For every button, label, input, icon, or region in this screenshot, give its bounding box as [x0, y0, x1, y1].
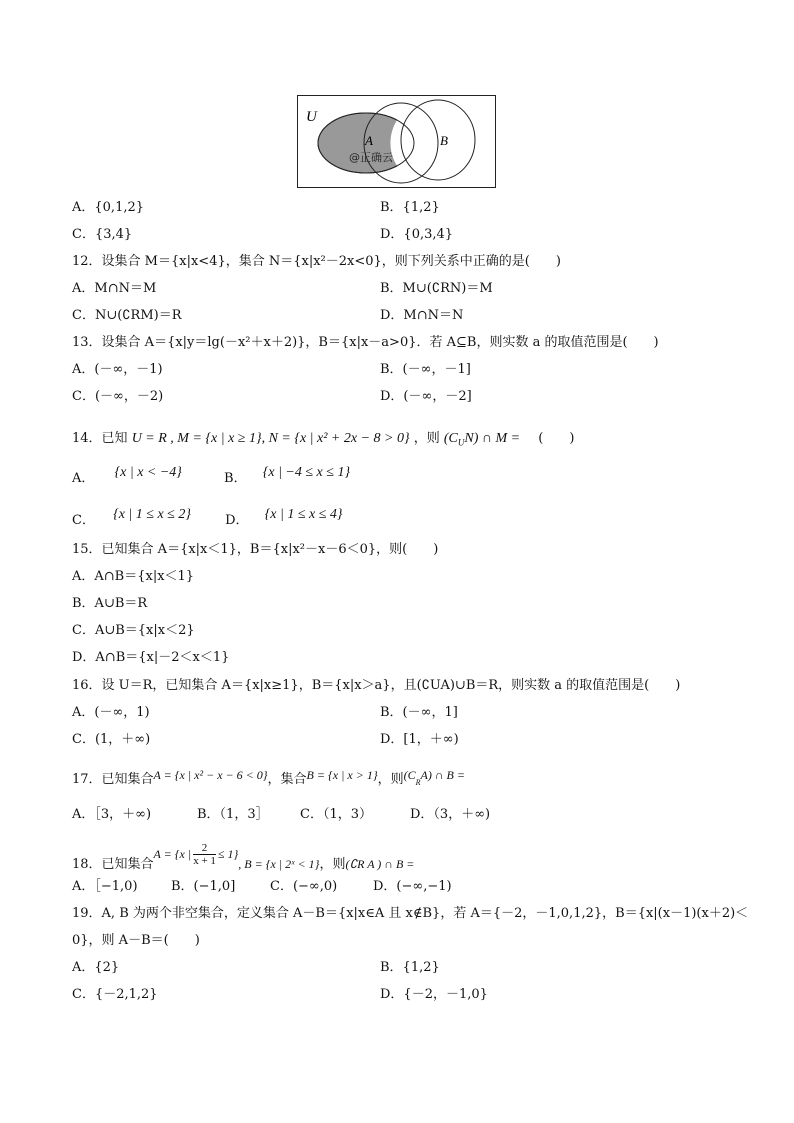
q17-stem [72, 770, 465, 794]
q14-stem-sub: U [457, 437, 465, 448]
q14-option-a-math: {x | x < −4} [114, 465, 182, 480]
q12-option-b: B．M∪(∁RN)＝M [380, 281, 493, 296]
q18-set-a-open: A = {x | [153, 847, 192, 861]
q17-option-d: D．（3，＋∞) [410, 807, 491, 822]
q14-option-b-label: B． [224, 471, 247, 486]
q15-option-c: C．A∪B＝{x|x＜2} [72, 623, 195, 638]
q14-stem-complement: (C [443, 431, 458, 446]
q18-stem [72, 842, 415, 877]
q16-stem: 16．设 U＝R，已知集合 A＝{x|x≥1}，B＝{x|x＞a}，且(∁UA)∪B＝R，则实数 a 的取值范围是( ) [72, 678, 681, 693]
q14-option-b-math: {x | −4 ≤ x ≤ 1} [262, 465, 351, 480]
q17-stem-mid: ，集合 [267, 772, 307, 787]
q18-frac-den: x + 1 [193, 855, 216, 867]
q16-option-c: C．(1，＋∞) [72, 732, 151, 747]
q18-frac-num: 2 [193, 842, 216, 855]
q18-stem-tail: (∁R A ) ∩ B = [345, 857, 415, 871]
q14-option-c-math: {x | 1 ≤ x ≤ 2} [113, 507, 191, 522]
q19-stem-line2: 0}，则 A－B＝( ) [72, 933, 200, 948]
q17-stem-mid2: ，则 [377, 772, 404, 787]
q12-option-c: C．N∪(∁RM)＝R [72, 308, 182, 323]
q11-option-b: B．{1,2} [380, 200, 440, 215]
q14-option-d-label: D． [225, 513, 249, 528]
q18-set-a-close: ≤ 1} [217, 847, 239, 861]
q15-option-d: D．A∩B＝{x|－2＜x＜1} [72, 650, 230, 665]
q14-options-row2 [72, 507, 343, 530]
q17-option-a: A．［3，＋∞) [72, 807, 152, 822]
q16-option-d: D．[1，＋∞) [380, 732, 459, 747]
q13-option-a: A．(－∞，－1) [72, 362, 163, 377]
q11-option-c: C．{3,4} [72, 227, 133, 242]
watermark-text: @正确云 [349, 151, 393, 164]
q11-option-a: A．{0,1,2} [72, 200, 145, 215]
q11-option-d: D．{0,3,4} [380, 227, 454, 242]
q17-stem-sub: R [415, 777, 421, 787]
q12-option-a: A．M∩N＝M [72, 281, 157, 296]
q17-stem-prefix: 17．已知集合 [72, 772, 154, 787]
q18-fraction [193, 842, 216, 867]
q17-stem-set-b: B = {x | x > 1} [306, 768, 378, 782]
q19-option-c: C．{－2,1,2} [72, 987, 158, 1002]
q13-option-d: D．(－∞，－2] [380, 389, 472, 404]
q15-option-b: B．A∪B＝R [72, 596, 148, 611]
q14-option-a-label: A． [72, 471, 95, 486]
q13-option-b: B．(－∞，－1] [380, 362, 471, 377]
venn-diagram [297, 95, 496, 188]
q17-stem-complement: (C [403, 768, 416, 782]
q14-stem-tail: N) ∩ M = [464, 431, 521, 446]
q14-stem-math: U = R , M = {x | x ≥ 1}, N = {x | x² + 2x − 8 > 0} [131, 431, 410, 446]
q14-paren: ( ) [538, 431, 575, 446]
q18-set-b: , B = {x | 2ˣ < 1} [238, 857, 320, 871]
q17-stem-set-a: A = {x | x² − x − 6 < 0} [153, 768, 268, 782]
q18-option-c: C．(−∞,0) [270, 879, 338, 894]
q17-option-c: C．（1，3） [300, 807, 372, 822]
set-b-label: B [440, 133, 448, 148]
q17-option-b: B．（1，3］ [197, 807, 269, 822]
q18-option-d: D．(−∞,−1) [373, 879, 452, 894]
q14-option-d-math: {x | 1 ≤ x ≤ 4} [264, 507, 343, 522]
q14-options-row1 [72, 465, 351, 488]
q13-stem: 13．设集合 A＝{x|y＝lg(－x²＋x＋2)}，B＝{x|x－a>0}．若 A⊆B，则实数 a 的取值范围是( ) [72, 335, 659, 350]
q18-option-b: B．(−1,0] [171, 879, 236, 894]
set-a-label: A [365, 133, 373, 148]
q18-option-a: A．［−1,0) [72, 879, 138, 894]
q15-stem: 15．已知集合 A＝{x|x＜1}，B＝{x|x²－x－6＜0}，则( ) [72, 542, 439, 557]
q17-stem-tail: A) ∩ B = [420, 768, 465, 782]
q15-option-a: A．A∩B＝{x|x＜1} [72, 569, 195, 584]
q13-option-c: C．(－∞，－2) [72, 389, 164, 404]
q19-option-a: A．{2} [72, 960, 120, 975]
q19-option-b: B．{1,2} [380, 960, 440, 975]
q18-stem-mid: ，则 [319, 857, 346, 872]
q12-option-d: D．M∩N＝N [380, 308, 464, 323]
q12-stem: 12．设集合 M＝{x|x<4}，集合 N＝{x|x²－2x<0}，则下列关系中正确的是( ) [72, 254, 561, 269]
q14-option-c-label: C． [72, 513, 95, 528]
q18-options-row [72, 878, 452, 896]
q14-stem [72, 430, 574, 452]
q19-option-d: D．{－2，－1,0} [380, 987, 488, 1002]
universe-label: U [306, 109, 317, 125]
q19-stem-line1: 19．A, B 为两个非空集合，定义集合 A－B＝{x|x∈A 且 x∉B}，若 A＝{－2，－1,0,1,2}，B＝{x|(x－1)(x＋2)＜ [72, 906, 749, 921]
q17-options-row [72, 806, 490, 824]
q16-option-b: B．(－∞，1] [380, 705, 458, 720]
q14-stem-prefix: 14．已知 [72, 431, 128, 446]
q16-option-a: A．(－∞，1) [72, 705, 150, 720]
q14-stem-mid: ，则 [413, 431, 440, 446]
q18-stem-prefix: 18．已知集合 [72, 857, 154, 872]
